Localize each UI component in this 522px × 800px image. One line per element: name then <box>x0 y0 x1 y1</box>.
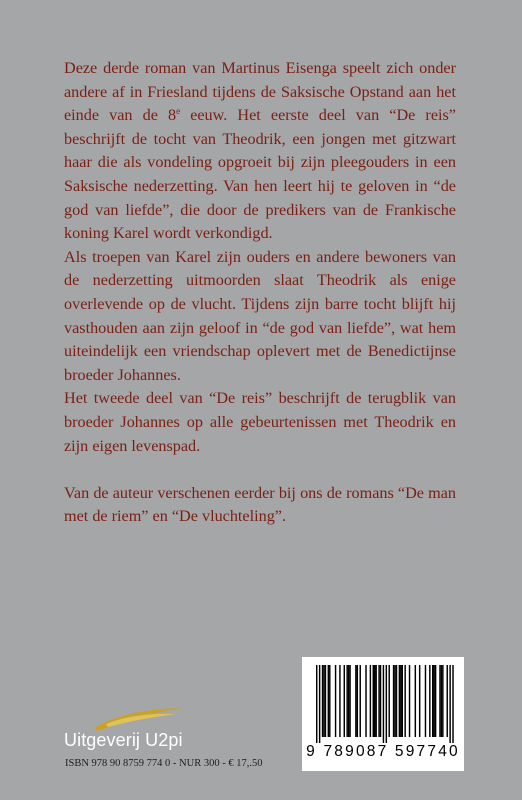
blurb-paragraph-1-part-b: eeuw. Het eerste deel van “De reis” beschrijft de tocht van Theodrik, een jongen met gitzwart haar die als vondeling opgroeit bij zijn pleegouders in een Saksische nederzetting. Van hen leert hij te geloven in “de god van liefde”, die door de predikers van de Frankische koning Karel wordt verkondigd. <box>64 106 456 243</box>
barcode-bar <box>415 665 416 737</box>
barcode-bar <box>325 665 326 737</box>
barcode-bar <box>370 665 371 737</box>
barcode-bar <box>409 665 410 737</box>
barcode-bar <box>355 665 356 737</box>
barcode-bar <box>328 665 329 737</box>
barcode-bar <box>441 665 442 737</box>
barcode-bar <box>419 665 420 737</box>
isbn-price-line: ISBN 978 90 8759 774 0 - NUR 300 - € 17,.50 <box>65 758 263 769</box>
barcode-bar <box>323 665 324 737</box>
barcode-bar <box>335 665 336 737</box>
century-superscript: e <box>176 106 181 117</box>
barcode <box>302 657 464 771</box>
barcode-bar <box>399 665 400 737</box>
barcode-bar <box>316 665 317 743</box>
barcode-bar <box>400 665 401 737</box>
barcode-bar <box>378 665 379 737</box>
barcode-bar <box>439 665 440 737</box>
barcode-bar <box>404 665 405 737</box>
blurb-paragraph-1-part-a: Deze derde roman van Martinus Eisenga speelt zich onder andere af in Friesland tijdens de Saksische Opstand aan het einde van de 8 <box>64 59 456 125</box>
barcode-bar <box>339 665 340 737</box>
barcode-bar <box>394 665 395 737</box>
blurb-paragraph-4: Van de auteur verschenen eerder bij ons de romans “De man met de riem” en “De vluchteling”. <box>64 483 456 526</box>
swoosh-icon <box>92 706 184 732</box>
blurb-paragraph-3: Het tweede deel van “De reis” beschrijft de terugblik van broeder Johannes op alle gebeurtenissen met Theodrik en zijn eigen levenspad. <box>64 389 456 455</box>
barcode-bar <box>322 665 323 737</box>
barcode-bar <box>447 665 448 737</box>
blurb-paragraph-2: Als troepen van Karel zijn ouders en andere bewoners van de nederzetting uitmoorden slaat Theodrik als enige overlevende op de vlucht. Tijdens zijn barre tocht blijft hij vasthouden aan zijn geloof in “de god van liefde”, wat hem uiteindelijk een vriendschap oplevert met de Benedictijnse broeder Johannes. <box>64 247 456 384</box>
barcode-bar <box>380 665 381 737</box>
barcode-bar <box>435 665 436 737</box>
barcode-bar <box>365 665 366 737</box>
barcode-bar <box>383 665 384 743</box>
barcode-bar <box>433 665 434 737</box>
barcode-bar <box>396 665 397 737</box>
barcode-bar <box>346 665 347 737</box>
publisher-name: Uitgeverij U2pi <box>64 730 183 750</box>
barcode-bar <box>432 665 433 737</box>
barcode-bar <box>329 665 330 737</box>
barcode-bar <box>357 665 358 737</box>
blurb-text <box>64 57 456 529</box>
barcode-bar <box>386 665 387 743</box>
barcode-bar <box>429 665 430 737</box>
barcode-bar <box>393 665 394 737</box>
barcode-bar <box>425 665 426 737</box>
barcode-bars <box>306 665 460 743</box>
barcode-bar <box>374 665 375 737</box>
barcode-bar <box>452 665 453 743</box>
barcode-bar <box>319 665 320 743</box>
barcode-bar <box>442 665 443 737</box>
barcode-bar <box>360 665 361 737</box>
barcode-digits: 9 789087 597740 <box>306 743 460 760</box>
blurb-paragraph-1 <box>64 57 456 246</box>
barcode-bar <box>389 665 390 737</box>
barcode-bar <box>348 665 349 737</box>
publisher-logo <box>64 706 254 758</box>
barcode-bar <box>402 665 403 737</box>
barcode-bar <box>344 665 345 737</box>
barcode-bar <box>349 665 350 737</box>
barcode-bar <box>449 665 450 743</box>
barcode-bar <box>373 665 374 737</box>
barcode-bar <box>375 665 376 737</box>
